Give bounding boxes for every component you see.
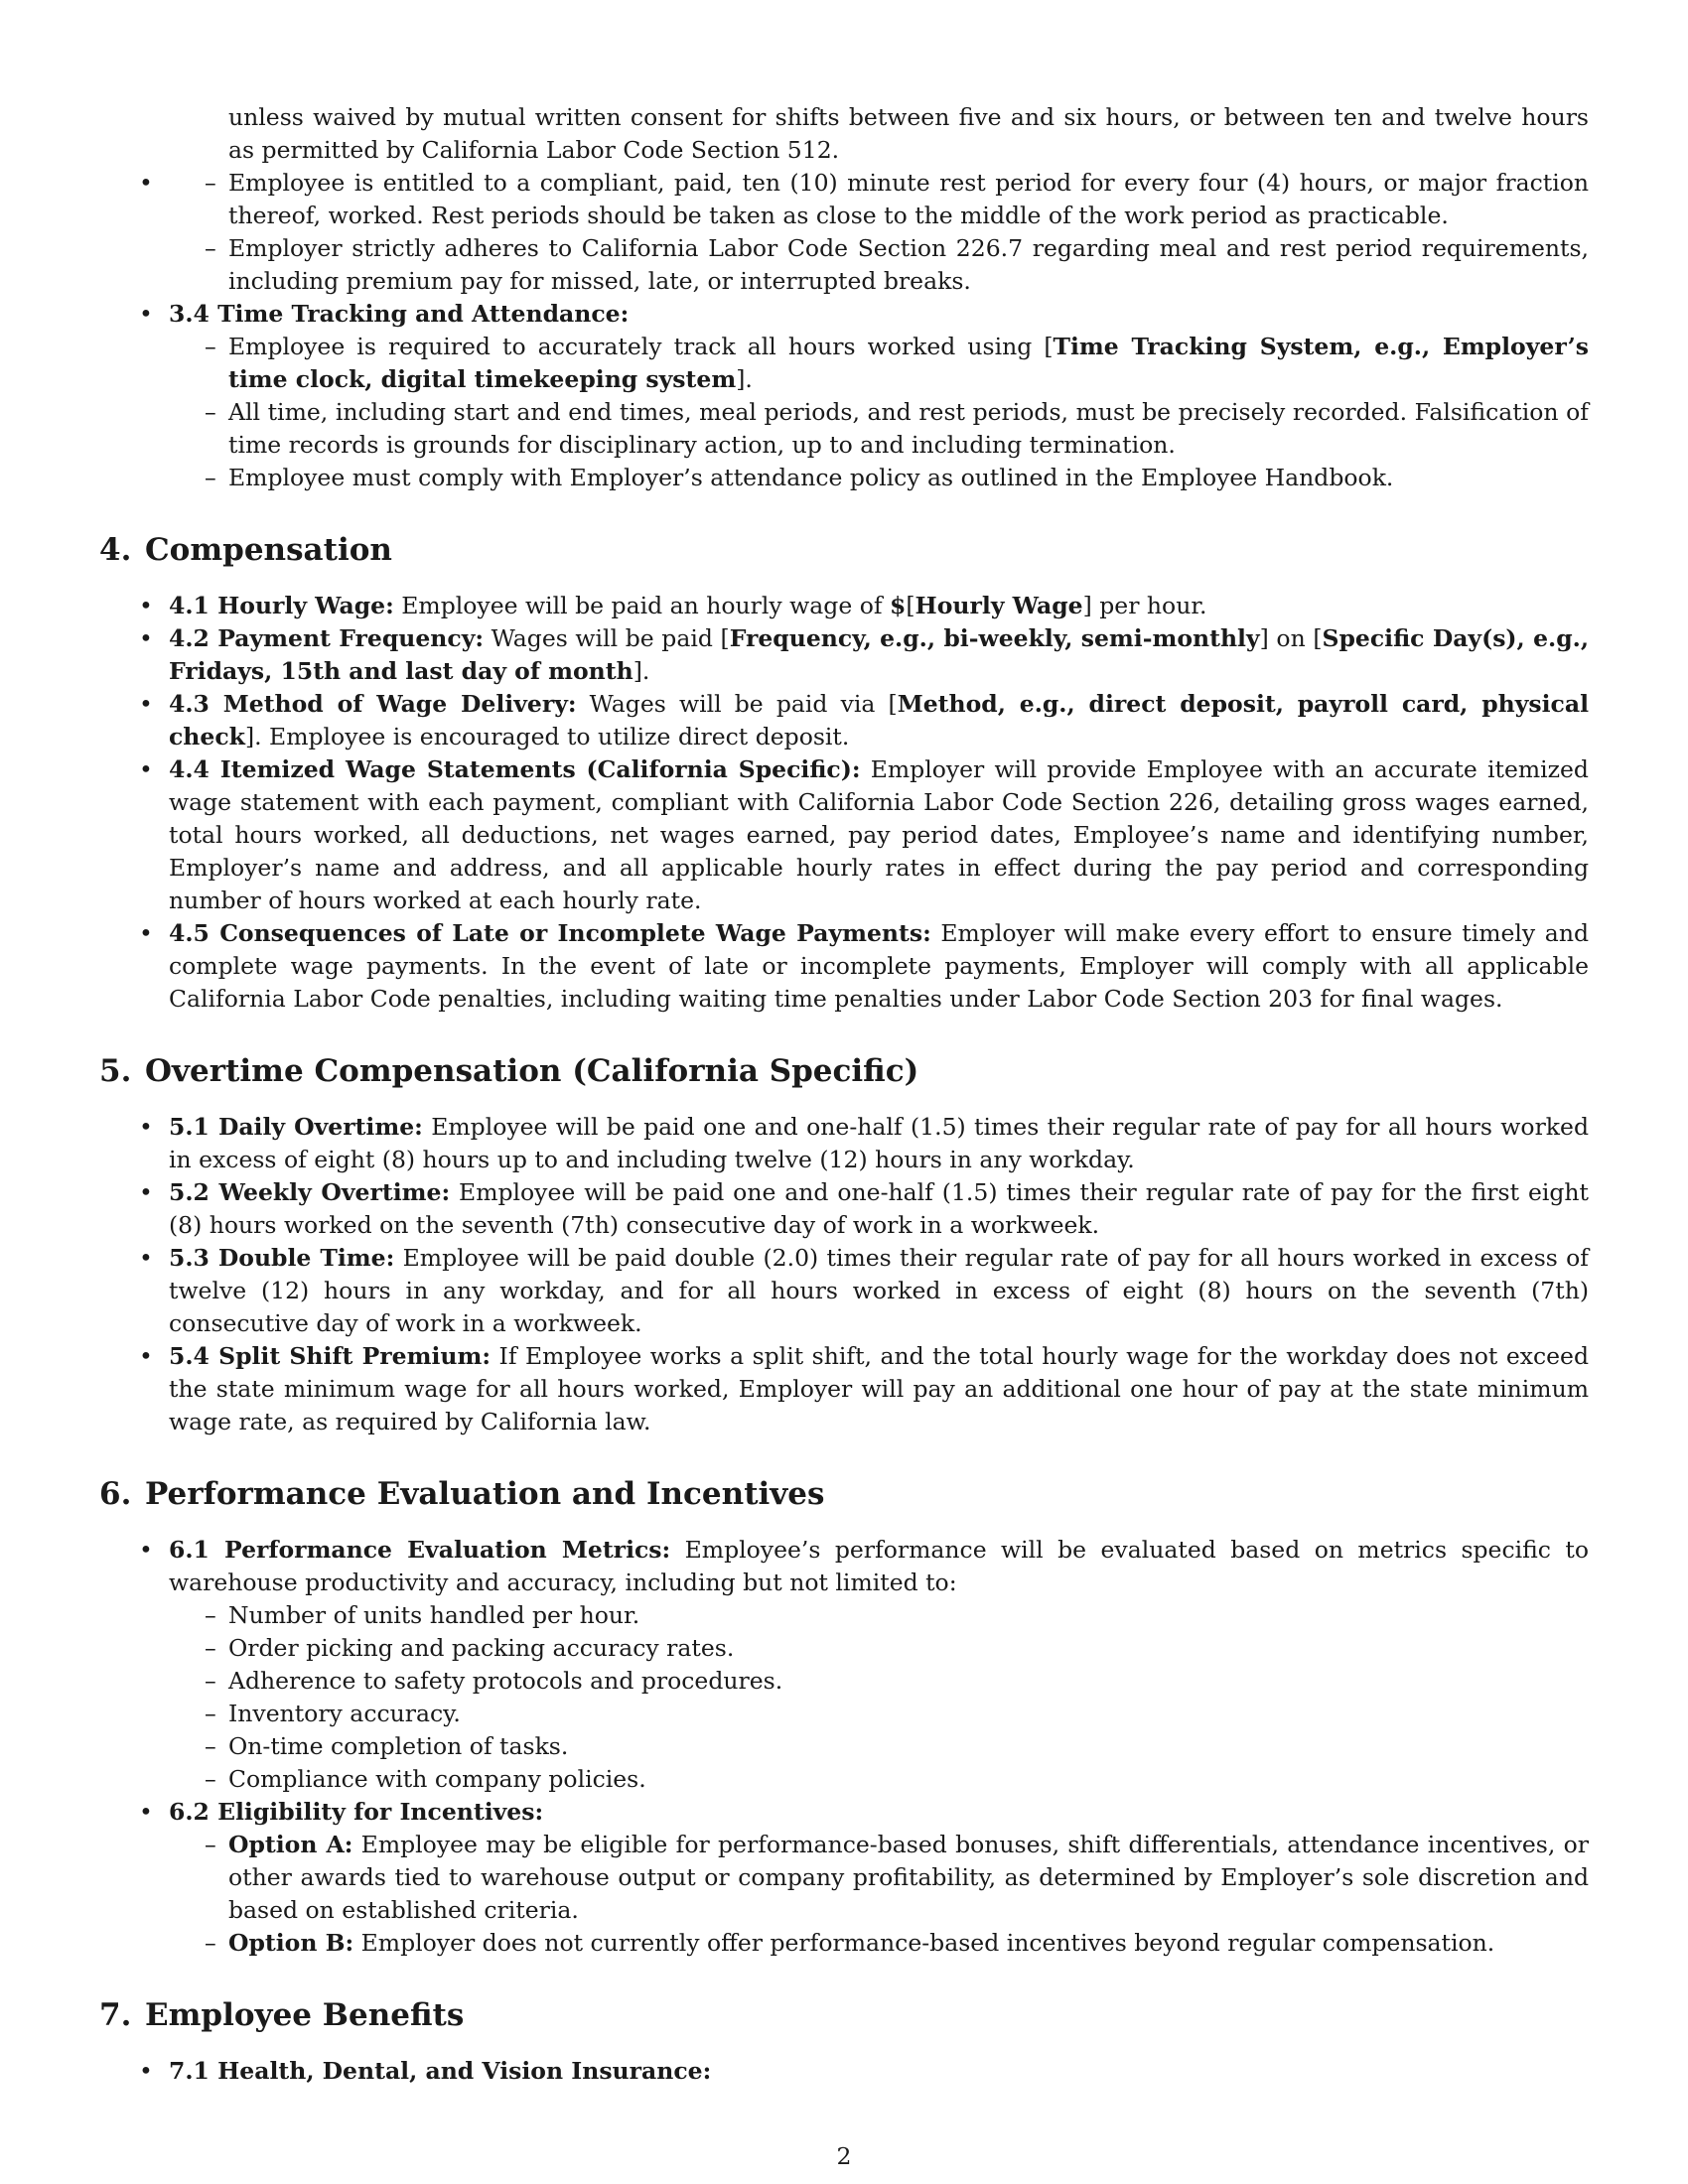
section-5-list bbox=[99, 1111, 1589, 1438]
item-label: 4.2 Payment Frequency: bbox=[169, 624, 485, 652]
item-text: Employee will be paid one and one-half (1.5) times their regular rate of pay for the first eight (8) hours worked on the seventh (7th) consecutive day of work in a workweek. bbox=[169, 1178, 1589, 1239]
hourly-wage-placeholder: Hourly Wage bbox=[914, 592, 1083, 619]
section-number: 4. bbox=[99, 532, 132, 568]
page-number: 2 bbox=[836, 2142, 852, 2170]
list-item bbox=[169, 462, 1589, 494]
list-item bbox=[99, 1242, 1589, 1340]
list-item bbox=[99, 917, 1589, 1016]
section-number: 6. bbox=[99, 1476, 132, 1512]
metric-item: – Inventory accuracy. bbox=[169, 1698, 1589, 1730]
list-item bbox=[99, 2055, 1589, 2088]
metric-item: – Adherence to safety protocols and procedures. bbox=[169, 1665, 1589, 1698]
option-label: Option A: bbox=[228, 1831, 353, 1858]
item-label: 4.3 Method of Wage Delivery: bbox=[169, 690, 577, 718]
list-item bbox=[99, 1340, 1589, 1438]
item-label: 7.1 Health, Dental, and Vision Insurance: bbox=[169, 2057, 712, 2085]
item-text: Employer will provide Employee with an accurate itemized wage statement with each payment, compliant with California Labor Code Section 226, detailing gross wages earned, total hours worked, all deductions, net wages earned, pay period dates, Employee’s name and identifying number, Employer’s name and address, and all applicable hourly rates in effect during the pay period and corresponding number of hours worked at each hourly rate. bbox=[169, 755, 1589, 914]
item-text: ] on [ bbox=[1259, 624, 1323, 652]
section-4-list bbox=[99, 590, 1589, 1016]
item-text: If Employee works a split shift, and the total hourly wage for the workday does not exceed the state minimum wage for all hours worked, Employer will pay an additional one hour of pay at the state minimum wage rate, as required by California law. bbox=[169, 1342, 1589, 1435]
item-text: Employer will make every effort to ensure timely and complete wage payments. In the event of late or incomplete payments, Employer will comply with all applicable California Labor Code penalties, including waiting time penalties under Labor Code Section 203 for final wages. bbox=[169, 919, 1589, 1013]
item-label: 4.1 Hourly Wage: bbox=[169, 592, 394, 619]
section-title: Performance Evaluation and Incentives bbox=[145, 1476, 825, 1512]
option-a-item bbox=[169, 1829, 1589, 1927]
section-6-heading bbox=[99, 1474, 1589, 1514]
option-text: Employee may be eligible for performance-based bonuses, shift differentials, attendance incentives, or other awards tied to warehouse output or company profitability, as determined by Employer’s sole discretion and based on established criteria. bbox=[228, 1831, 1589, 1924]
section-3-list bbox=[99, 167, 1589, 494]
list-item bbox=[99, 1534, 1589, 1796]
item-text: Employee will be paid one and one-half (1.5) times their regular rate of pay for all hours worked in excess of eight (8) hours up to and including twelve (12) hours in any workday. bbox=[169, 1113, 1589, 1173]
option-text: Employer does not currently offer performance-based incentives beyond regular compensation. bbox=[353, 1929, 1495, 1957]
method-placeholder: Method, e.g., direct deposit, payroll card, physical check bbox=[169, 690, 1589, 751]
rest-period-text: Employee is entitled to a compliant, paid, ten (10) minute rest period for every four (4) hours, or major fraction thereof, worked. Rest periods should be taken as close to the middle of the work period as practicable. bbox=[228, 169, 1589, 229]
adherence-text: Employer strictly adheres to California Labor Code Section 226.7 regarding meal and rest period requirements, including premium pay for missed, late, or interrupted breaks. bbox=[228, 234, 1589, 295]
section-title: Compensation bbox=[145, 532, 392, 568]
item-text: Employee’s performance will be evaluated based on metrics specific to warehouse productivity and accuracy, including but not limited to: bbox=[169, 1536, 1589, 1596]
time-tracking-sublist bbox=[169, 331, 1589, 494]
section-number: 5. bbox=[99, 1053, 132, 1089]
sublist bbox=[99, 167, 1589, 298]
item-label: 5.4 Split Shift Premium: bbox=[169, 1342, 492, 1370]
option-label: Option B: bbox=[228, 1929, 354, 1957]
track-pre: Employee is required to accurately track all hours worked using [ bbox=[228, 333, 1054, 360]
metric-item: – Order picking and packing accuracy rates. bbox=[169, 1632, 1589, 1665]
section-4-heading bbox=[99, 530, 1589, 570]
meal-period-continuation: unless waived by mutual written consent for shifts between five and six hours, or between ten and twelve hours as permitted by California Labor Code Section 512. bbox=[228, 103, 1589, 164]
item-text: ]. Employee is encouraged to utilize direct deposit. bbox=[244, 723, 850, 751]
all-time-text: All time, including start and end times, meal periods, and rest periods, must be precisely recorded. Falsification of time records is grounds for disciplinary action, up to and including termination. bbox=[228, 398, 1589, 459]
list-item bbox=[99, 590, 1589, 622]
list-item bbox=[99, 1111, 1589, 1176]
metric-item: – Compliance with company policies. bbox=[169, 1763, 1589, 1796]
item-text: Wages will be paid via [ bbox=[576, 690, 898, 718]
item-text: ] per hour. bbox=[1082, 592, 1207, 619]
time-tracking-label: 3.4 Time Tracking and Attendance: bbox=[169, 300, 630, 328]
list-item bbox=[99, 1796, 1589, 1960]
list-item bbox=[169, 331, 1589, 396]
item-label: 4.4 Itemized Wage Statements (California Specific): bbox=[169, 755, 861, 783]
section-6-list bbox=[99, 1534, 1589, 1960]
rest-period-item bbox=[169, 167, 1589, 232]
list-item bbox=[169, 396, 1589, 462]
list-item bbox=[99, 622, 1589, 688]
item-label: 5.2 Weekly Overtime: bbox=[169, 1178, 451, 1206]
time-tracking-item bbox=[99, 298, 1589, 494]
list-item bbox=[99, 167, 1589, 298]
section-5-heading bbox=[99, 1051, 1589, 1091]
section-7-list bbox=[99, 2055, 1589, 2088]
item-label: 4.5 Consequences of Late or Incomplete Wage Payments: bbox=[169, 919, 931, 947]
item-label: 5.1 Daily Overtime: bbox=[169, 1113, 423, 1141]
list-item bbox=[99, 1176, 1589, 1242]
section-7-heading bbox=[99, 1995, 1589, 2035]
metric-item: – On-time completion of tasks. bbox=[169, 1730, 1589, 1763]
attendance-text: Employee must comply with Employer’s attendance policy as outlined in the Employee Handbook. bbox=[228, 464, 1394, 491]
list-item bbox=[99, 753, 1589, 917]
option-b-item bbox=[169, 1927, 1589, 1960]
section-title: Overtime Compensation (California Specific) bbox=[145, 1053, 919, 1089]
bracket: [ bbox=[906, 592, 915, 619]
track-post: ]. bbox=[736, 365, 753, 393]
page-content bbox=[99, 101, 1589, 2088]
metrics-sublist bbox=[169, 1599, 1589, 1796]
metric-item: – Number of units handled per hour. bbox=[169, 1599, 1589, 1632]
item-text: ]. bbox=[633, 657, 650, 685]
options-sublist bbox=[169, 1829, 1589, 1960]
item-text: Wages will be paid [ bbox=[484, 624, 730, 652]
list-item bbox=[99, 688, 1589, 753]
frequency-placeholder: Frequency, e.g., bi-weekly, semi-monthly bbox=[729, 624, 1260, 652]
track-system-placeholder: Time Tracking System, e.g., Employer’s time clock, digital timekeeping system bbox=[228, 333, 1589, 393]
adherence-item bbox=[169, 232, 1589, 298]
pay-day-placeholder: Specific Day(s), e.g., Fridays, 15th and last day of month bbox=[169, 624, 1589, 685]
dollar-sign: $ bbox=[890, 592, 907, 619]
item-text: Employee will be paid an hourly wage of bbox=[393, 592, 891, 619]
item-label: 6.1 Performance Evaluation Metrics: bbox=[169, 1536, 671, 1564]
item-text: Employee will be paid double (2.0) times their regular rate of pay for all hours worked in excess of twelve (12) hours in any workday, and for all hours worked in excess of eight (8) hours on the seventh (7th) consecutive day of work in a workweek. bbox=[169, 1244, 1589, 1337]
item-label: 5.3 Double Time: bbox=[169, 1244, 395, 1272]
item-label: 6.2 Eligibility for Incentives: bbox=[169, 1798, 544, 1826]
section-title: Employee Benefits bbox=[145, 1997, 465, 2033]
section-number: 7. bbox=[99, 1997, 132, 2033]
